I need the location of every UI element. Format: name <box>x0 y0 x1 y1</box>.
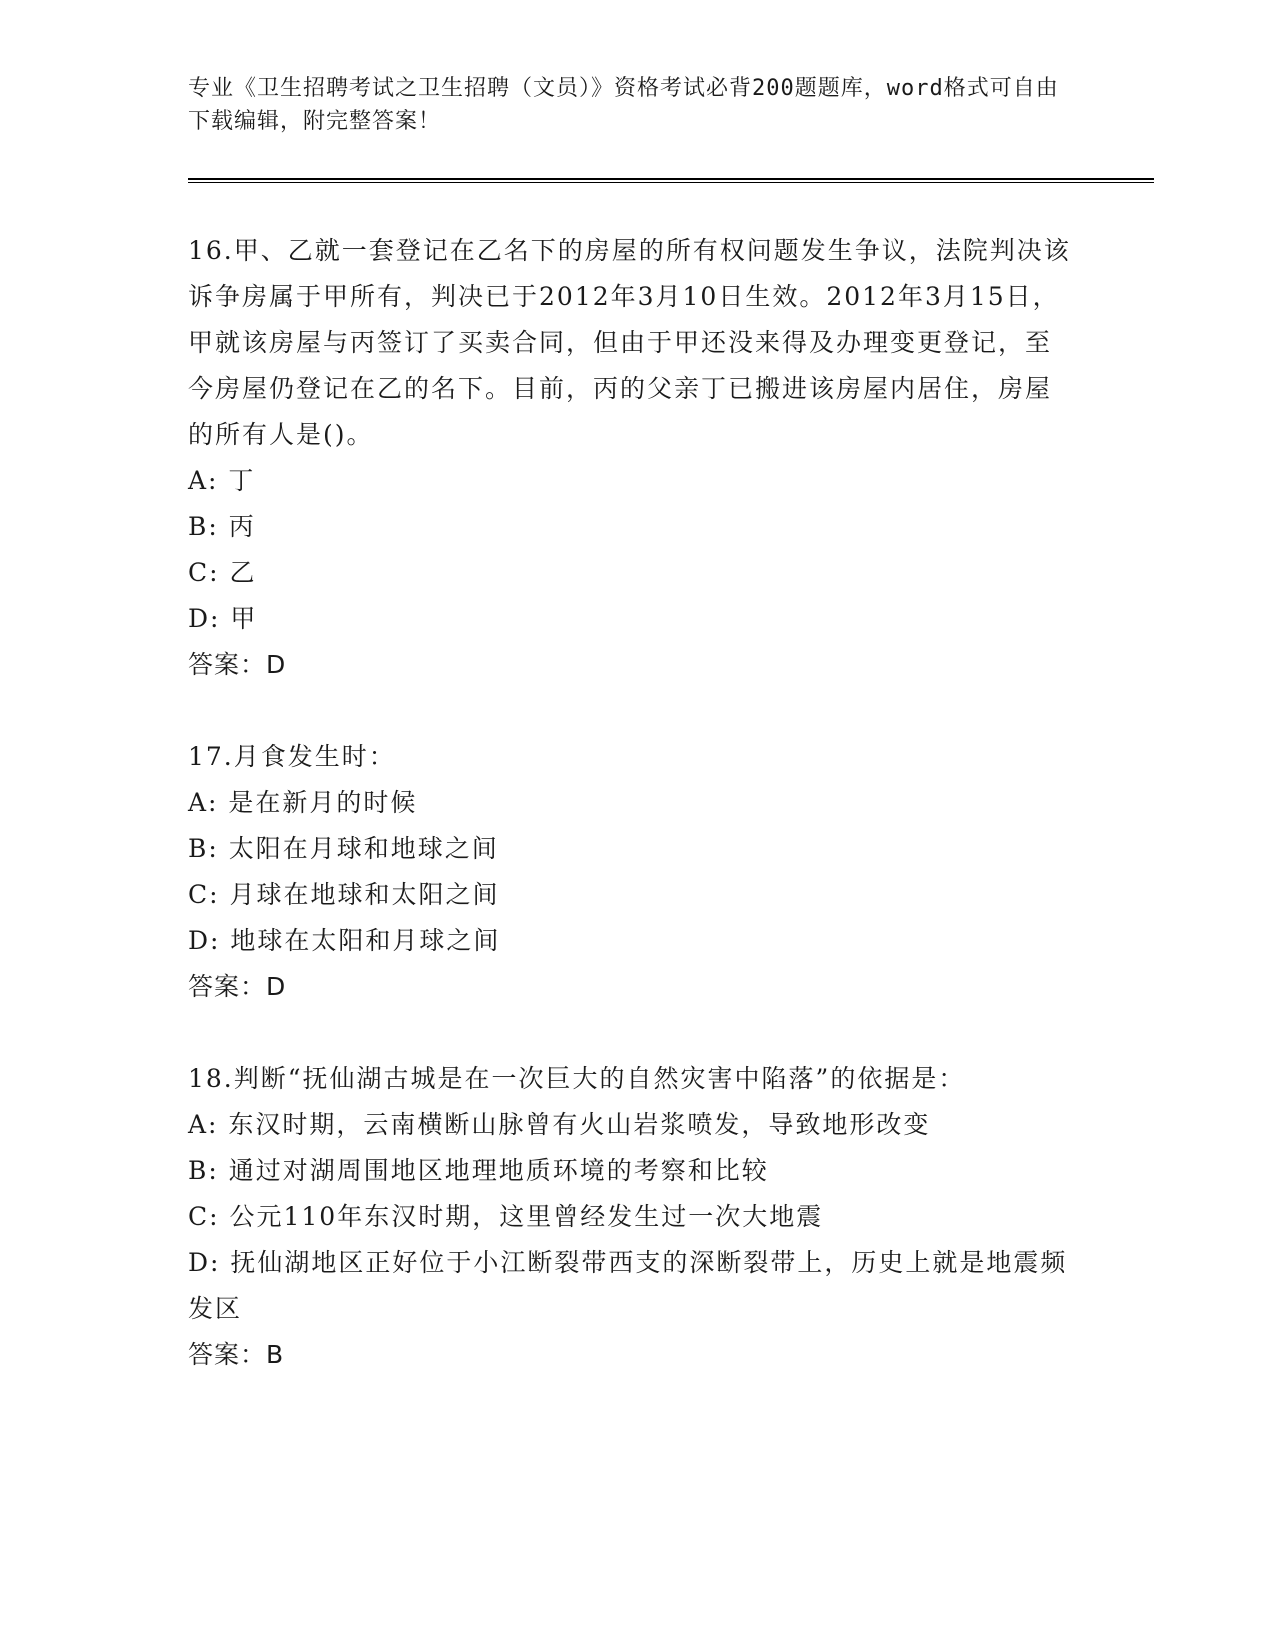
option-c: C: 公元110年东汉时期，这里曾经发生过一次大地震 <box>188 1202 824 1231</box>
answer-line: 答案：D <box>188 650 287 679</box>
header-divider <box>188 178 1154 180</box>
question-16 <box>188 228 1078 688</box>
option-a: A: 东汉时期，云南横断山脉曾有火山岩浆喷发，导致地形改变 <box>188 1110 931 1139</box>
answer-line: 答案：B <box>188 1340 285 1369</box>
answer-line: 答案：D <box>188 972 287 1001</box>
question-stem: 16.甲、乙就一套登记在乙名下的房屋的所有权问题发生争议，法院判决该诉争房属于甲所有，判决已于2012年3月10日生效。2012年3月15日，甲就该房屋与丙签订了买卖合同，但由于甲还没来得及办理变更登记，至今房屋仍登记在乙的名下。目前，丙的父亲丁已搬进该房屋内居住，房屋的所有人是()。 <box>188 236 1071 449</box>
option-a: A: 丁 <box>188 466 256 495</box>
document-header: 专业《卫生招聘考试之卫生招聘（文员）》资格考试必背200题题库，word格式可自由下载编辑，附完整答案！ <box>188 76 1059 134</box>
question-list <box>188 228 1078 1378</box>
option-d: D: 地球在太阳和月球之间 <box>188 926 501 955</box>
question-17 <box>188 734 1078 1010</box>
header-divider-thin <box>188 182 1154 183</box>
option-d: D: 抚仙湖地区正好位于小江断裂带西支的深断裂带上，历史上就是地震频发区 <box>188 1248 1068 1323</box>
option-a: A: 是在新月的时候 <box>188 788 418 817</box>
question-stem: 18.判断“抚仙湖古城是在一次巨大的自然灾害中陷落”的依据是： <box>188 1064 966 1093</box>
option-c: C: 月球在地球和太阳之间 <box>188 880 500 909</box>
option-b: B: 太阳在月球和地球之间 <box>188 834 499 863</box>
question-18 <box>188 1056 1078 1378</box>
option-d: D: 甲 <box>188 604 258 633</box>
option-b: B: 通过对湖周围地区地理地质环境的考察和比较 <box>188 1156 769 1185</box>
option-b: B: 丙 <box>188 512 256 541</box>
option-c: C: 乙 <box>188 558 257 587</box>
question-stem: 17.月食发生时： <box>188 742 396 771</box>
